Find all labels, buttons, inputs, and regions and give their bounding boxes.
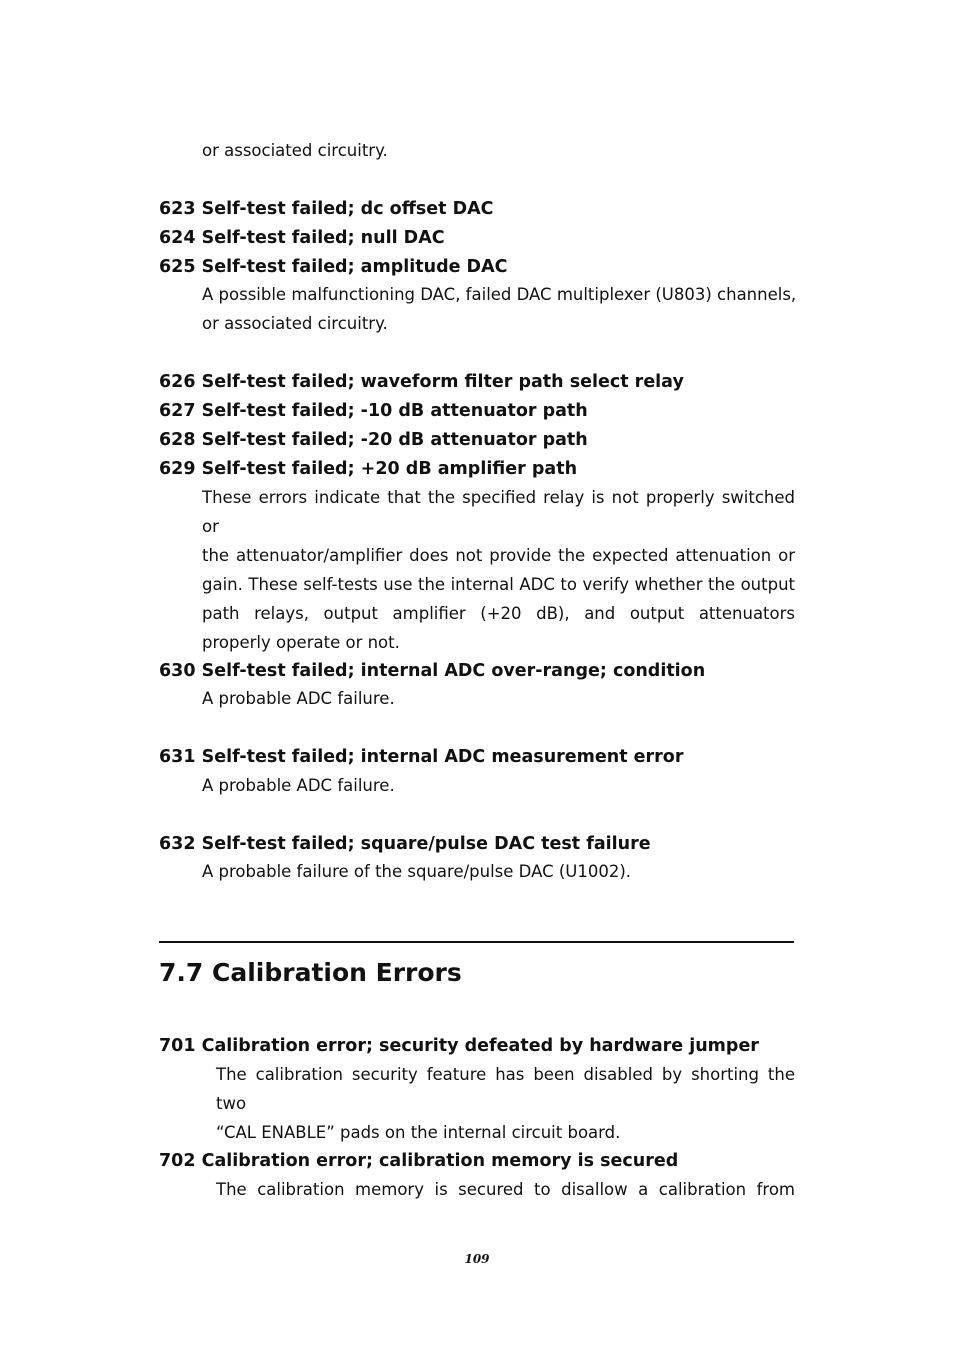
intro-line: or associated circuitry. xyxy=(202,141,388,160)
error-625-heading: 625 Self-test failed; amplitude DAC xyxy=(159,257,508,277)
error-627-heading: 627 Self-test failed; -10 dB attenuator path xyxy=(159,401,588,421)
error-629-desc-line-5: properly operate or not. xyxy=(202,633,400,652)
error-701-desc-line-1: The calibration security feature has been disabled by shorting the two xyxy=(216,1065,795,1113)
error-702-heading: 702 Calibration error; calibration memory is secured xyxy=(159,1151,679,1171)
error-629-desc-line-1: These errors indicate that the specified relay is not properly switched or xyxy=(202,488,795,536)
error-626-heading: 626 Self-test failed; waveform filter path select relay xyxy=(159,372,684,392)
error-623-heading: 623 Self-test failed; dc offset DAC xyxy=(159,199,494,219)
error-629-desc-line-3: gain. These self-tests use the internal ADC to verify whether the output xyxy=(202,575,795,594)
error-632-desc: A probable failure of the square/pulse DAC (U1002). xyxy=(202,862,632,881)
section-divider xyxy=(159,941,794,943)
error-629-desc-line-4: path relays, output amplifier (+20 dB), and output attenuators xyxy=(202,604,795,623)
error-702-desc-line-1: The calibration memory is secured to disallow a calibration from xyxy=(216,1180,795,1199)
page-number: 109 xyxy=(464,1252,490,1266)
error-624-heading: 624 Self-test failed; null DAC xyxy=(159,228,445,248)
error-629-description xyxy=(202,483,795,657)
error-631-heading: 631 Self-test failed; internal ADC measurement error xyxy=(159,747,684,767)
error-625-desc-line-1: A possible malfunctioning DAC, failed DAC multiplexer (U803) channels, xyxy=(202,285,797,304)
error-628-heading: 628 Self-test failed; -20 dB attenuator path xyxy=(159,430,588,450)
error-701-description xyxy=(216,1060,795,1147)
error-702-description xyxy=(216,1175,795,1204)
error-701-desc-line-2: “CAL ENABLE” pads on the internal circuit board. xyxy=(216,1123,621,1142)
error-629-desc-line-2: the attenuator/amplifier does not provide the expected attenuation or xyxy=(202,546,795,565)
error-631-desc: A probable ADC failure. xyxy=(202,776,395,795)
section-title: 7.7 Calibration Errors xyxy=(159,958,462,987)
error-630-desc: A probable ADC failure. xyxy=(202,689,395,708)
error-632-heading: 632 Self-test failed; square/pulse DAC test failure xyxy=(159,834,651,854)
error-625-desc-line-2: or associated circuitry. xyxy=(202,314,388,333)
error-630-heading: 630 Self-test failed; internal ADC over-range; condition xyxy=(159,661,706,681)
error-629-heading: 629 Self-test failed; +20 dB amplifier path xyxy=(159,459,578,479)
error-701-heading: 701 Calibration error; security defeated by hardware jumper xyxy=(159,1036,759,1056)
